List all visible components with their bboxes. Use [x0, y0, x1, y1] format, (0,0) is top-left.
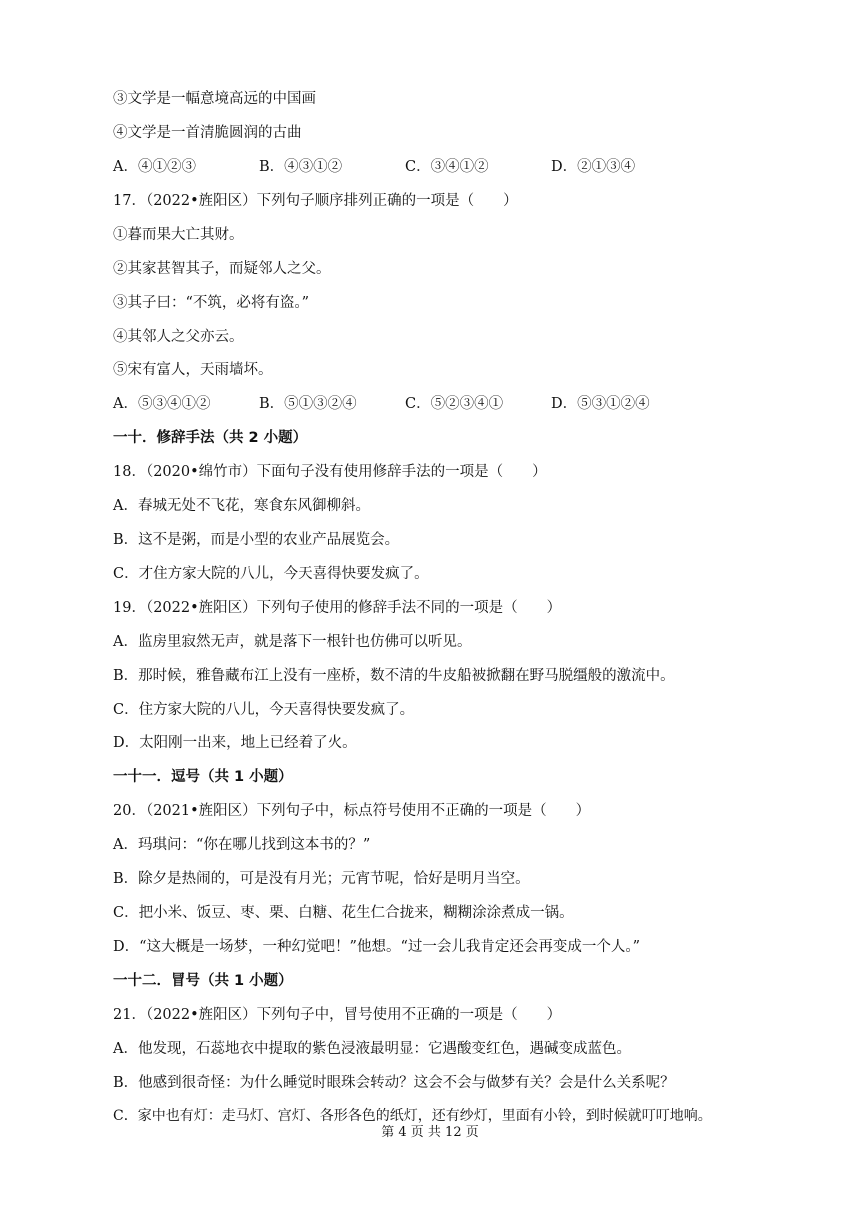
question-stem: 17．（2022•旌阳区）下列句子顺序排列正确的一项是（ ）	[113, 193, 518, 209]
option: D．⑤③①②④	[551, 396, 650, 412]
question-stem: 18．（2020•绵竹市）下面句子没有使用修辞手法的一项是（ ）	[113, 464, 547, 480]
option: B．除夕是热闹的，可是没有月光；元宵节呢，恰好是明月当空。	[113, 871, 530, 887]
list-item: ④其邻人之父亦云。	[113, 329, 244, 345]
list-item: ③其子曰：“不筑，必将有盗。”	[113, 295, 310, 311]
option: C．③④①②	[405, 159, 489, 175]
option: B．这不是粥，而是小型的农业产品展览会。	[113, 532, 400, 548]
option: C．住方家大院的八儿，今天喜得快要发疯了。	[113, 702, 415, 718]
section-heading: 一十二．冒号（共 1 小题）	[113, 973, 293, 989]
question-stem: 19．（2022•旌阳区）下列句子使用的修辞手法不同的一项是（ ）	[113, 600, 562, 616]
question-stem: 20．（2021•旌阳区）下列句子中，标点符号使用不正确的一项是（ ）	[113, 803, 591, 819]
list-item: ②其家甚智其子，而疑邻人之父。	[113, 261, 331, 277]
q16-options	[113, 157, 773, 177]
list-item: ⑤宋有富人，天雨墙坏。	[113, 362, 273, 378]
option: A．④①②③	[113, 159, 196, 175]
option: B．⑤①③②④	[259, 396, 357, 412]
section-heading: 一十一．逗号（共 1 小题）	[113, 769, 293, 785]
option: A．春城无处不飞花，寒食东风御柳斜。	[113, 498, 370, 514]
q17-options	[113, 394, 773, 414]
page-footer: 第 4 页 共 12 页	[381, 1125, 479, 1140]
option: D．②①③④	[551, 159, 636, 175]
option: A．⑤③④①②	[113, 396, 211, 412]
option: B．④③①②	[259, 159, 343, 175]
option: C．才住方家大院的八儿，今天喜得快要发疯了。	[113, 566, 429, 582]
option: D．太阳刚一出来，地上已经着了火。	[113, 735, 357, 751]
option: A．玛琪问：“你在哪儿找到这本书的？”	[113, 837, 371, 853]
option: A．他发现，石蕊地衣中提取的紫色浸液最明显：它遇酸变红色，遇碱变成蓝色。	[113, 1041, 631, 1057]
section-heading: 一十．修辞手法（共 2 小题）	[113, 430, 308, 446]
option: B．他感到很奇怪：为什么睡觉时眼珠会转动？这会不会与做梦有关？会是什么关系呢？	[113, 1075, 675, 1091]
text-line: ④文学是一首清脆圆润的古曲	[113, 125, 302, 141]
option: C．把小米、饭豆、枣、栗、白糖、花生仁合拢来，糊糊涂涂煮成一锅。	[113, 905, 574, 921]
question-stem: 21．（2022•旌阳区）下列句子中，冒号使用不正确的一项是（ ）	[113, 1007, 562, 1023]
option: C．⑤②③④①	[405, 396, 504, 412]
option: D．“这大概是一场梦，一种幻觉吧！”他想。“过一会儿我肯定还会再变成一个人。”	[113, 939, 641, 955]
text-line: ③文学是一幅意境高远的中国画	[113, 91, 316, 107]
option: C．家中也有灯：走马灯、宫灯、各形各色的纸灯，还有纱灯，里面有小铃，到时候就叮叮地响。	[113, 1108, 712, 1124]
option: A．监房里寂然无声，就是落下一根针也仿佛可以听见。	[113, 634, 472, 650]
list-item: ①暮而果大亡其财。	[113, 227, 244, 243]
option: B．那时候，雅鲁藏布江上没有一座桥，数不清的牛皮船被掀翻在野马脱缰般的激流中。	[113, 668, 675, 684]
